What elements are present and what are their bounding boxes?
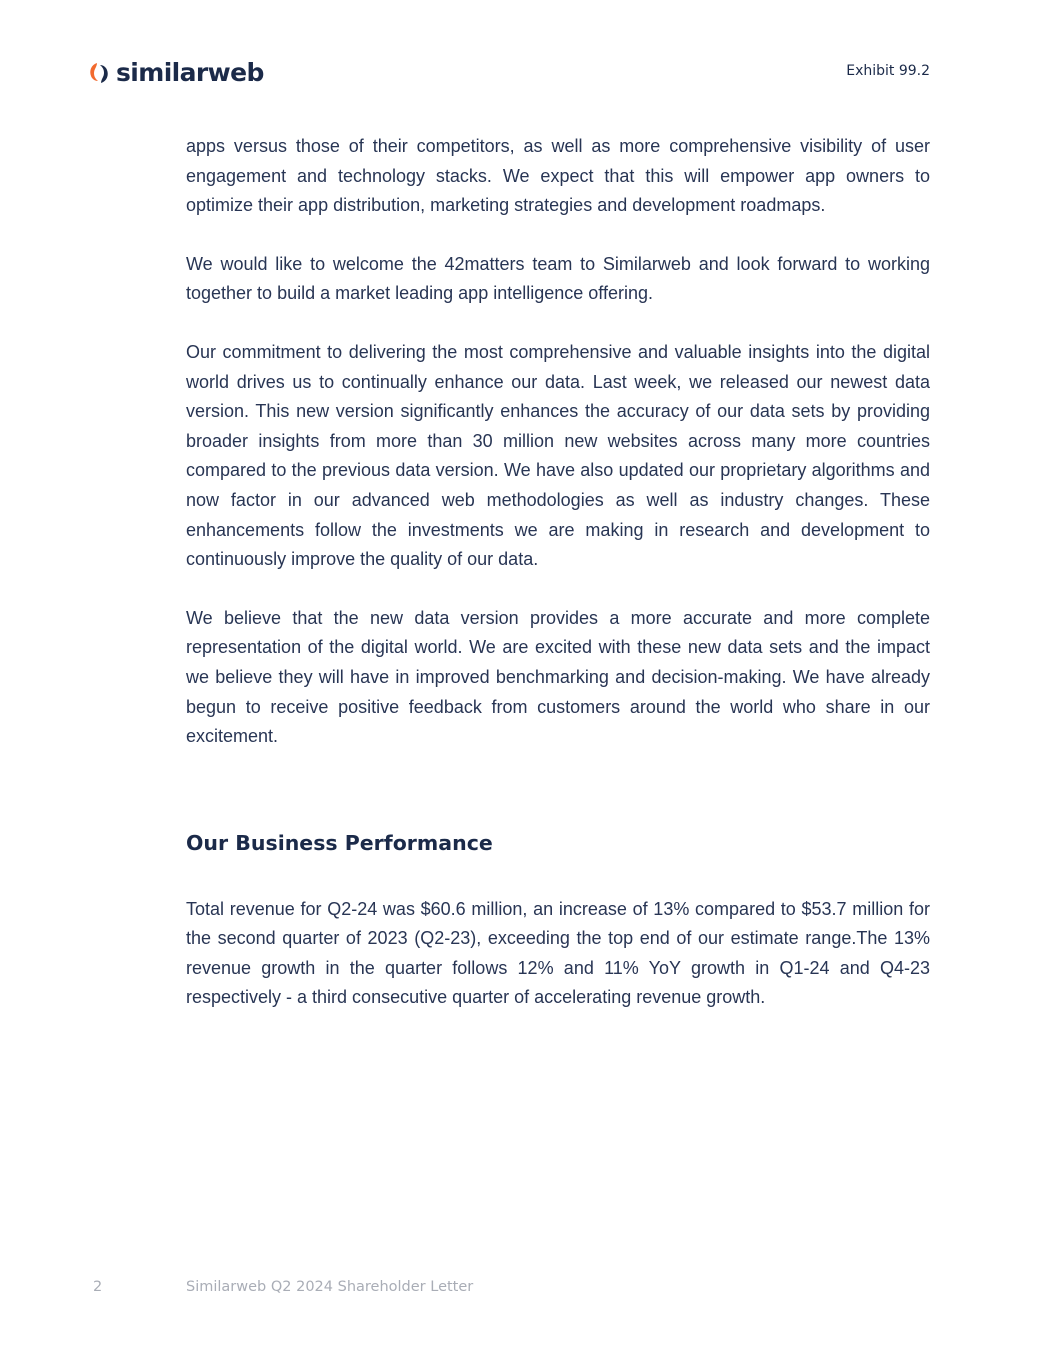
section-paragraph: Total revenue for Q2-24 was $60.6 million, an increase of 13% compared to $53.7 million for the second quarter of 2023 (Q2-23), exceeding the top end of our estimate range.The 13% revenue growth in the quarter follows 12% and 11% YoY growth in Q1-24 and Q4-23 respectively - a third consecutive quarter of accelerating revenue growth.: [186, 898, 930, 1008]
similarweb-logo-icon: [88, 61, 110, 85]
body-paragraph: Our commitment to delivering the most comprehensive and valuable insights into the digital world drives us to continually enhance our data. Last week, we released our newest data version. This new version significantly enhances the accuracy of our data sets by providing broader insights from more than 30 million new websites across many more countries compared to the previous data version. We have also updated our proprietary algorithms and now factor in our advanced web methodologies as well as industry changes. These enhancements follow the investments we are making in research and development to continuously improve the quality of our data.: [186, 341, 930, 570]
similarweb-logo: [88, 58, 264, 88]
section-heading: Our Business Performance: [186, 830, 493, 855]
footer-title: Similarweb Q2 2024 Shareholder Letter: [186, 1279, 474, 1295]
logo-wordmark: similarweb: [116, 58, 264, 87]
body-paragraph: We believe that the new data version provides a more accurate and more complete representation of the digital world. We are excited with these new data sets and the impact we believe they will have in improved benchmarking and decision-making. We have already begun to receive positive feedback from customers around the world who share in our excitement.: [186, 607, 930, 747]
exhibit-label: Exhibit 99.2: [846, 63, 930, 79]
letter-body: [186, 132, 930, 1042]
page-number: 2: [93, 1279, 103, 1295]
body-paragraph: apps versus those of their competitors, as well as more comprehensive visibility of user engagement and technology stacks. We expect that this will empower app owners to optimize their app distribution, marketing strategies and development roadmaps.: [186, 136, 930, 216]
page-footer: [0, 1279, 1055, 1299]
body-paragraph: We would like to welcome the 42matters team to Similarweb and look forward to working together to build a market leading app intelligence offering.: [186, 253, 930, 304]
